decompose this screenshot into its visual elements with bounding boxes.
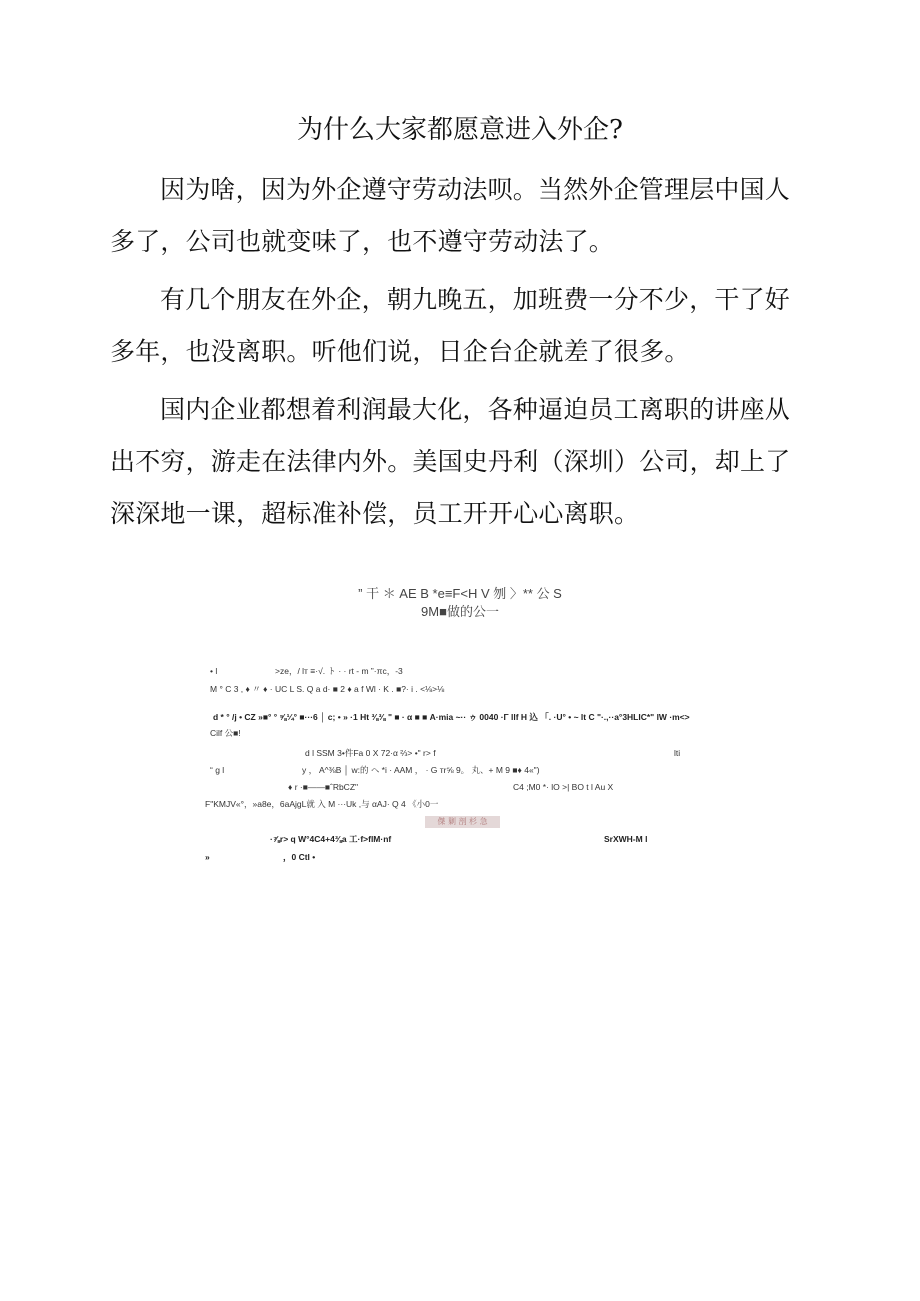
scan-stamp: 傑 剿 剖 杉 急	[425, 816, 500, 828]
scan-text-line: d * ° /j • CZ »■° ° ⅝¼° ■···6 │ c; • » ·1 Ht ⅜⅜ " ■ · α ■ ■ A·mia ~·· ゥ 0040 ·Γ llf H 込 「. ·U° • ~ lt C "·.,··a°3HLIC*" lW ·m<>	[213, 712, 690, 722]
scan-text-line: ·⅞r> q W°4C4+4⅜a 工·f>flM·nf	[270, 834, 392, 844]
scan-text-line: >ze，/ lт ≡·√. ト · · rt - m ”·πc，-3	[275, 666, 403, 676]
paragraph-2: 有几个朋友在外企，朝九晚五，加班费一分不少，干了好多年，也没离职。听他们说，日企台企就差了很多。	[110, 285, 791, 366]
scan-text-line: “ g l	[210, 765, 225, 775]
paragraph-1: 因为啥，因为外企遵守劳动法呗。当然外企管理层中国人多了，公司也就变味了，也不遵守劳动法了。	[110, 175, 791, 256]
scan-heading-line-2: 9M■做的公一	[421, 604, 499, 619]
paragraph-3: 国内企业都想着利润最大化，各种逼迫员工离职的讲座从出不穷，游走在法律内外。美国史丹利（深圳）公司，却上了深深地一课，超标准补偿，员工开开心心离职。	[110, 395, 791, 528]
scan-text-line: d l SSM 3•件Fa 0 X 72·α ⅔> •" r> f	[305, 748, 436, 758]
scan-heading-line-1: ” 干 ＊ AE B *e≡F<H V 刎 〉** 公 S	[358, 586, 562, 601]
scan-text-line: y ， A^⅜B │ w:的 ヘ *i · AAM ， · G тr⅝ 9。 丸、+ M 9 ■♦ 4«")	[302, 765, 540, 775]
scan-text-line: ，0 Ctl •	[283, 852, 316, 862]
scan-text-line: M ° C 3 , ♦ 〃 ♦ · UC L S. Q a d· ■ 2 ♦ a f Wl · K . ■?· i . <⅛>⅛	[210, 684, 445, 694]
scan-text-line: C4 ;M0 *· lO >| BO t l Au X	[513, 782, 614, 792]
scan-text-line: lti	[674, 748, 681, 758]
scan-text-line: ♦ r ·■——■ˆRbCZ"	[288, 782, 359, 792]
scan-text-line: »	[205, 852, 210, 862]
scan-text-line: F"KMJV«°，»a8e，6aAjgL就 入 M ···Uk ,与 αAJ· Q 4 《小0一	[205, 799, 439, 809]
scan-text-line: • l	[210, 666, 218, 676]
scan-text-line: SrXWH-M l	[604, 834, 648, 844]
scan-text-line: Cilf 公■!	[210, 728, 241, 738]
page-title: 为什么大家都愿意进入外企?	[297, 115, 623, 145]
